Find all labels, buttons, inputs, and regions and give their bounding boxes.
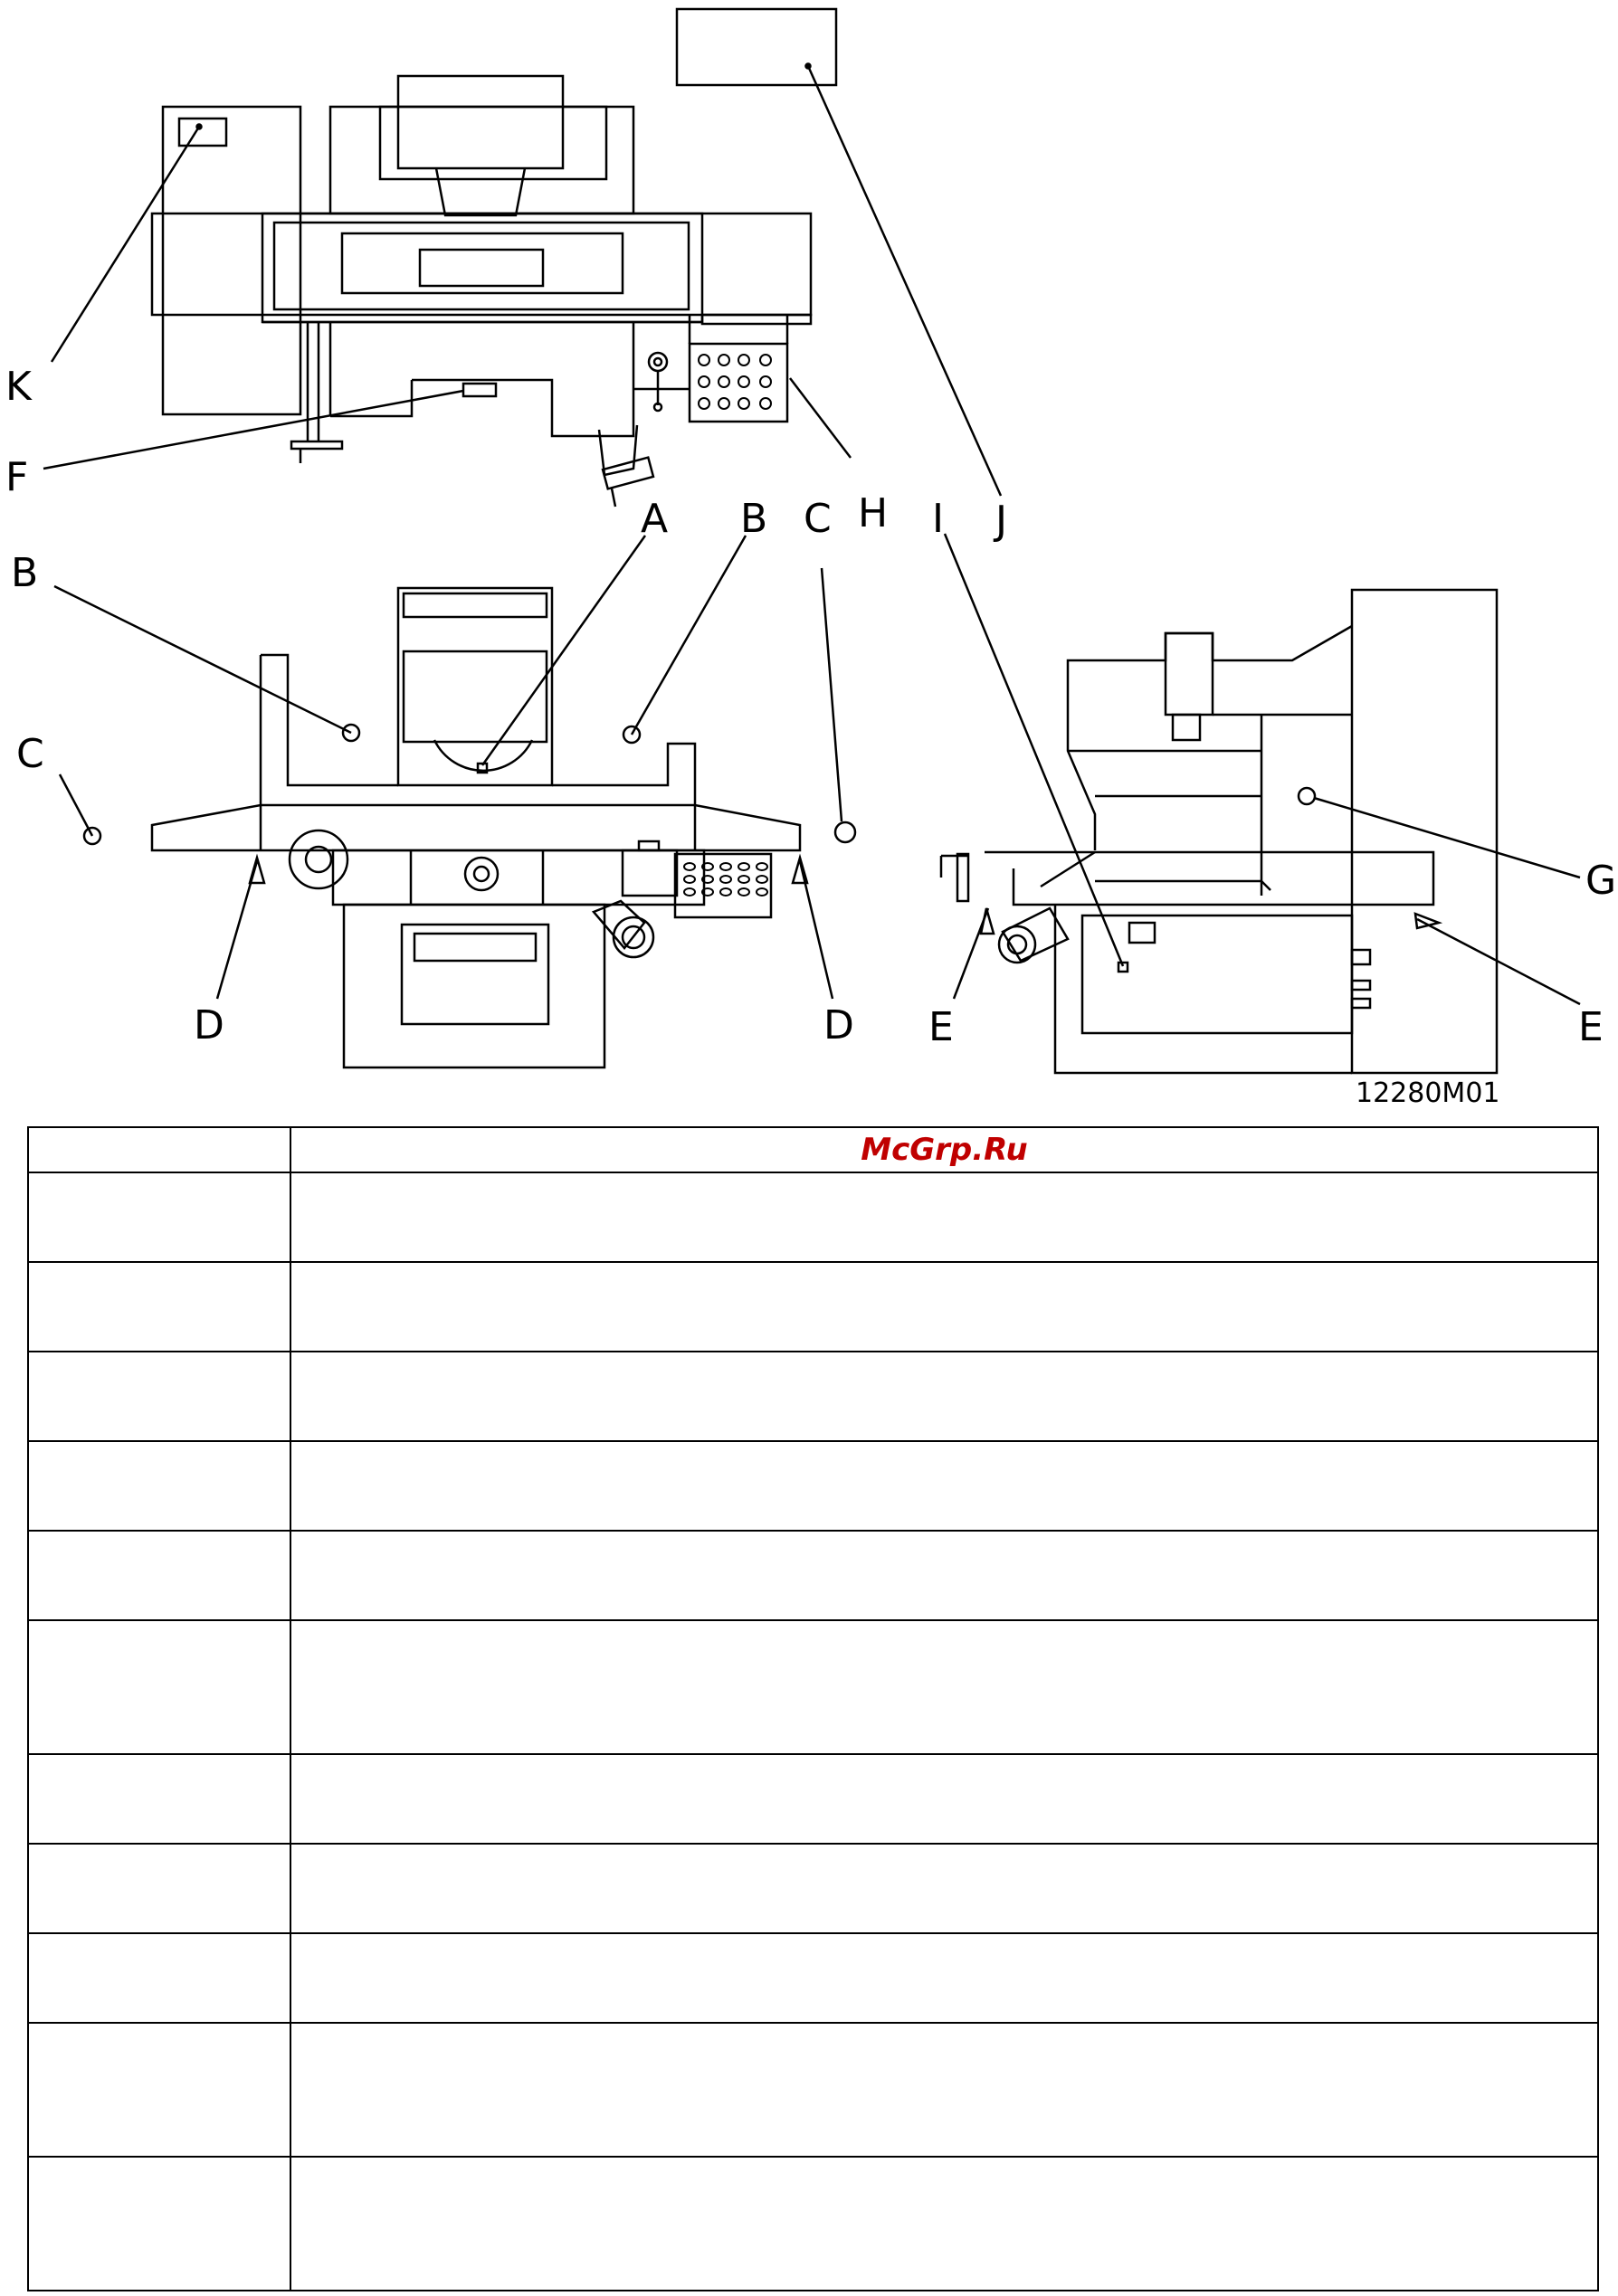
table-cell-description (290, 1352, 1598, 1441)
table-cell-description (290, 1754, 1598, 1844)
table-row (28, 2157, 1598, 2291)
label-k: K (5, 364, 32, 410)
table-cell-label (28, 1531, 290, 1620)
label-h: H (858, 490, 889, 536)
table-row (28, 1441, 1598, 1531)
label-d-right: D (823, 1002, 854, 1048)
table-row (28, 1933, 1598, 2023)
label-b-left: B (11, 550, 39, 596)
table-row (28, 1352, 1598, 1441)
table-row (28, 1754, 1598, 1844)
table-cell-label (28, 1754, 290, 1844)
table-row (28, 2023, 1598, 2157)
table-cell-label (28, 1620, 290, 1754)
table-row (28, 1262, 1598, 1352)
label-c-left: C (16, 731, 44, 777)
table-cell-description (290, 1531, 1598, 1620)
table-row (28, 1844, 1598, 1933)
table-cell-label (28, 1262, 290, 1352)
table-cell-description (290, 1620, 1598, 1754)
front-view (11, 496, 855, 1067)
label-f: F (5, 454, 29, 500)
table-cell-label (28, 1844, 290, 1933)
side-view (928, 496, 1616, 1073)
top-view (5, 9, 1007, 544)
legend-table-wrapper (27, 1126, 1599, 2291)
table-cell-label (28, 1933, 290, 2023)
table-cell-description (290, 1441, 1598, 1531)
table-cell-description (290, 2023, 1598, 2157)
label-c-top: C (804, 496, 832, 542)
table-header-cell-label (28, 1127, 290, 1172)
watermark: McGrp.Ru (290, 1127, 1598, 1172)
table-row (28, 1620, 1598, 1754)
table-cell-label (28, 1441, 290, 1531)
label-e-right: E (1578, 1004, 1604, 1050)
label-g: G (1585, 858, 1617, 904)
label-i: I (932, 496, 944, 542)
figure-code: 12280M01 (1356, 1077, 1500, 1109)
label-b-right: B (740, 496, 768, 542)
table-cell-label (28, 2157, 290, 2291)
table-cell-description (290, 1262, 1598, 1352)
label-d-left: D (194, 1002, 224, 1048)
table-row (28, 1531, 1598, 1620)
label-a: A (641, 496, 669, 542)
table-cell-label (28, 1172, 290, 1262)
table-row (28, 1172, 1598, 1262)
table-cell-description (290, 2157, 1598, 2291)
label-e-left: E (928, 1004, 954, 1050)
table-header-row (28, 1127, 1598, 1172)
table-cell-label (28, 2023, 290, 2157)
legend-table (27, 1126, 1599, 2291)
table-cell-description (290, 1844, 1598, 1933)
label-j: J (995, 498, 1007, 544)
table-cell-description (290, 1933, 1598, 2023)
machine-diagram (0, 0, 1618, 1113)
table-cell-label (28, 1352, 290, 1441)
table-cell-description (290, 1172, 1598, 1262)
